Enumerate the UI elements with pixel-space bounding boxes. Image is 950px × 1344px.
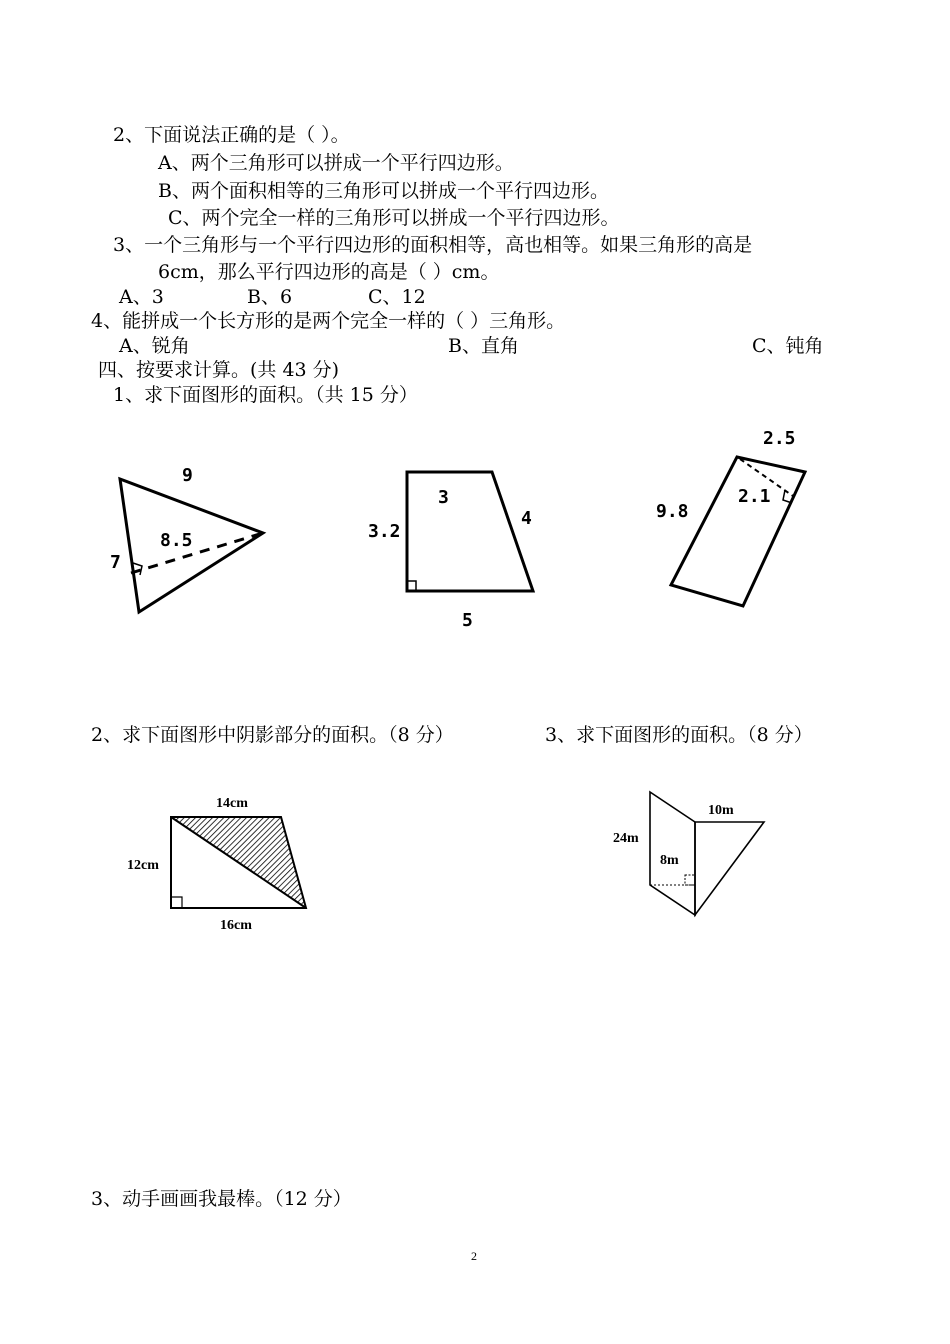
q4-option-b: B、直角 [448, 335, 519, 357]
fig3-height-label: 2.1 [738, 486, 771, 507]
triangle-part [695, 822, 764, 915]
fig4-left-label: 12cm [127, 858, 159, 873]
fig1-left-label: 7 [110, 552, 121, 573]
q2-option-c: C、两个完全一样的三角形可以拼成一个平行四边形。 [168, 207, 620, 229]
q2-option-a: A、两个三角形可以拼成一个平行四边形。 [158, 152, 514, 174]
q3-option-c: C、12 [368, 286, 426, 308]
q2-stem: 2、下面说法正确的是（ ）。 [113, 124, 350, 146]
q3-option-a: A、3 [119, 286, 164, 308]
section4-sub4: 3、动手画画我最棒。（12 分） [91, 1188, 352, 1210]
q2-option-b: B、两个面积相等的三角形可以拼成一个平行四边形。 [158, 180, 609, 202]
section4-sub3: 3、求下面图形的面积。（8 分） [545, 724, 813, 746]
q4-option-c: C、钝角 [752, 335, 824, 357]
section4-sub1: 1、求下面图形的面积。（共 15 分） [113, 384, 418, 406]
right-angle-mark [685, 875, 695, 885]
fig2-top-label: 3 [438, 487, 449, 508]
section4-title: 四、按要求计算。(共 43 分) [98, 359, 340, 381]
fig5-height-label: 8m [660, 853, 679, 868]
page-number: 2 [471, 1249, 477, 1263]
fig2-bottom-label: 5 [462, 610, 473, 631]
q4-stem: 4、能拼成一个长方形的是两个完全一样的（ ）三角形。 [91, 310, 566, 332]
q3-stem-line1: 3、一个三角形与一个平行四边形的面积相等，高也相等。如果三角形的高是 [113, 234, 753, 256]
fig5-top-label: 10m [708, 803, 734, 818]
fig3-top-label: 2.5 [763, 428, 796, 449]
q3-option-b: B、6 [247, 286, 293, 308]
q3-stem-line2: 6cm，那么平行四边形的高是（ ）cm。 [158, 261, 500, 283]
fig1-height-label: 8.5 [160, 530, 193, 551]
fig2-right-label: 4 [521, 508, 532, 529]
fig3-left-label: 9.8 [656, 501, 689, 522]
fig4-top-label: 14cm [216, 796, 248, 811]
fig5-left-label: 24m [613, 831, 639, 846]
fig1-top-label: 9 [182, 465, 193, 486]
fig4-bottom-label: 16cm [220, 918, 252, 933]
section4-sub2: 2、求下面图形中阴影部分的面积。（8 分） [91, 724, 454, 746]
fig2-left-label: 3.2 [368, 521, 401, 542]
q4-option-a: A、锐角 [119, 335, 190, 357]
